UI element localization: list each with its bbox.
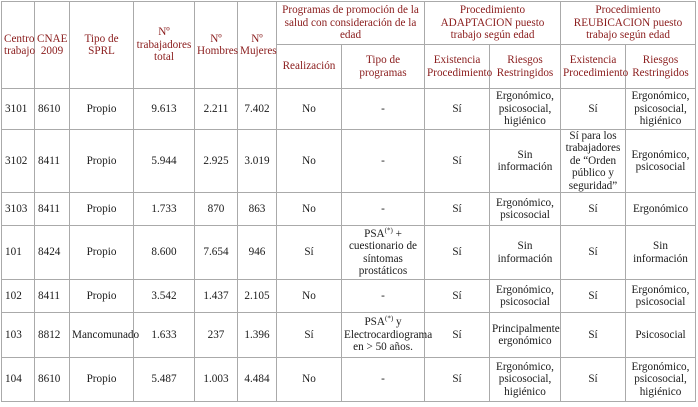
cell-tipo-sprl: Propio <box>70 193 134 226</box>
cell-adaptacion-riesgos: Ergonómico, psicosocial <box>490 193 561 226</box>
header-reubicacion-existencia: Existencia Procedimiento <box>561 45 626 89</box>
cell-mujeres: 946 <box>238 226 277 280</box>
cell-tipo-sprl: Propio <box>70 130 134 193</box>
table-row <box>2 193 696 226</box>
cell-centro: 3103 <box>2 193 35 226</box>
cell-realizacion: No <box>277 89 342 130</box>
cell-reubicacion-riesgos: Ergonómico, psicosocial <box>626 280 696 313</box>
header-reubicacion: Procedimiento REUBICACION puesto trabajo según edad <box>561 2 696 45</box>
cell-trabajadores-total: 5.487 <box>134 358 195 402</box>
header-adaptacion-existencia: Existencia Procedimiento <box>425 45 490 89</box>
cell-adaptacion-riesgos: Ergonómico, psicosocial <box>490 280 561 313</box>
cell-centro: 3102 <box>2 130 35 193</box>
cell-reubicacion-riesgos: Ergonómico, psicosocial <box>626 130 696 193</box>
cell-reubicacion-riesgos: Ergonómico <box>626 193 696 226</box>
cell-adaptacion-existencia: Sí <box>425 226 490 280</box>
tipo-programas-text: - <box>381 289 385 302</box>
cell-hombres: 7.654 <box>195 226 238 280</box>
table-row <box>2 89 696 130</box>
cell-reubicacion-existencia: Sí para los trabajadores de “Orden público y seguridad” <box>561 130 626 193</box>
header-cnae: CNAE 2009 <box>35 2 70 89</box>
cell-cnae: 8411 <box>35 130 70 193</box>
cell-realizacion: No <box>277 130 342 193</box>
cell-reubicacion-riesgos: Psicosocial <box>626 313 696 358</box>
cell-realizacion: Sí <box>277 313 342 358</box>
cell-centro: 3101 <box>2 89 35 130</box>
cell-reubicacion-riesgos: Sin información <box>626 226 696 280</box>
table-row <box>2 130 696 193</box>
cell-reubicacion-riesgos: Ergonómico, psicosocial, higiénico <box>626 358 696 402</box>
cell-tipo-programas <box>342 280 425 313</box>
cell-tipo-programas <box>342 130 425 193</box>
cell-tipo-programas <box>342 313 433 358</box>
header-tipo-programas: Tipo de programas <box>342 45 425 89</box>
cell-realizacion: Sí <box>277 226 342 280</box>
cell-adaptacion-riesgos: Sin información <box>490 130 561 193</box>
cell-reubicacion-riesgos: Ergonómico, psicosocial, higiénico <box>626 89 696 130</box>
header-mujeres: Nº Mujeres <box>238 2 277 89</box>
cell-centro: 103 <box>2 313 35 358</box>
cell-cnae: 8610 <box>35 358 70 402</box>
cell-tipo-programas <box>342 89 425 130</box>
cell-tipo-programas <box>342 358 425 402</box>
cell-centro: 102 <box>2 280 35 313</box>
cell-tipo-sprl: Propio <box>70 280 134 313</box>
header-centro: Centro trabajo <box>2 2 35 89</box>
header-adaptacion: Procedimiento ADAPTACION puesto trabajo según edad <box>425 2 561 45</box>
cell-adaptacion-riesgos: Principalmente ergonómico <box>490 313 561 358</box>
cell-tipo-programas <box>342 226 425 280</box>
cell-adaptacion-existencia: Sí <box>425 313 490 358</box>
cell-tipo-sprl: Propio <box>70 358 134 402</box>
tipo-programas-text: - <box>381 102 385 115</box>
cell-trabajadores-total: 1.733 <box>134 193 195 226</box>
cell-mujeres: 4.484 <box>238 358 277 402</box>
table-row <box>2 313 696 358</box>
tipo-programas-text: - <box>381 202 385 215</box>
data-table <box>1 1 696 402</box>
cell-adaptacion-existencia: Sí <box>425 280 490 313</box>
cell-hombres: 2.925 <box>195 130 238 193</box>
cell-mujeres: 7.402 <box>238 89 277 130</box>
cell-trabajadores-total: 8.600 <box>134 226 195 280</box>
cell-adaptacion-existencia: Sí <box>425 193 490 226</box>
cell-adaptacion-existencia: Sí <box>425 358 490 402</box>
tipo-programas-detail: y Electrocardiograma en > 50 años. <box>344 316 433 354</box>
cell-realizacion: No <box>277 280 342 313</box>
cell-trabajadores-total: 1.633 <box>134 313 195 358</box>
cell-hombres: 1.437 <box>195 280 238 313</box>
cell-centro: 104 <box>2 358 35 402</box>
cell-hombres: 237 <box>195 313 238 358</box>
table-row <box>2 280 696 313</box>
tipo-programas-text: PSA <box>364 227 385 240</box>
cell-reubicacion-existencia: Sí <box>561 358 626 402</box>
cell-cnae: 8610 <box>35 89 70 130</box>
cell-cnae: 8424 <box>35 226 70 280</box>
cell-reubicacion-existencia: Sí <box>561 313 626 358</box>
header-reubicacion-riesgos: Riesgos Restringidos <box>626 45 696 89</box>
table-row <box>2 226 696 280</box>
cell-reubicacion-existencia: Sí <box>561 89 626 130</box>
cell-adaptacion-riesgos: Ergonómico, psicosocial, higiénico <box>490 89 561 130</box>
cell-adaptacion-existencia: Sí <box>425 130 490 193</box>
cell-mujeres: 2.105 <box>238 280 277 313</box>
header-hombres: Nº Hombres <box>195 2 238 89</box>
tipo-programas-text: - <box>381 373 385 386</box>
header-realizacion: Realización <box>277 45 342 89</box>
cell-tipo-sprl: Propio <box>70 89 134 130</box>
cell-hombres: 2.211 <box>195 89 238 130</box>
cell-reubicacion-existencia: Sí <box>561 226 626 280</box>
cell-realizacion: No <box>277 193 342 226</box>
cell-reubicacion-existencia: Sí <box>561 280 626 313</box>
table-row <box>2 358 696 402</box>
cell-tipo-sprl: Propio <box>70 226 134 280</box>
tipo-programas-detail: + cuestionario de síntomas prostáticos <box>348 227 418 277</box>
tipo-programas-footnote-mark: (*) <box>384 314 394 323</box>
cell-mujeres: 863 <box>238 193 277 226</box>
header-adaptacion-riesgos: Riesgos Restringidos <box>490 45 561 89</box>
tipo-programas-footnote-mark: (*) <box>384 225 393 234</box>
cell-adaptacion-existencia: Sí <box>425 89 490 130</box>
cell-cnae: 8812 <box>35 313 70 358</box>
header-programas: Programas de promoción de la salud con consideración de la edad <box>277 2 425 45</box>
table-body <box>2 89 696 402</box>
tipo-programas-text: - <box>381 154 385 167</box>
cell-adaptacion-riesgos: Sin información <box>490 226 561 280</box>
cell-realizacion: No <box>277 358 342 402</box>
cell-hombres: 1.003 <box>195 358 238 402</box>
cell-hombres: 870 <box>195 193 238 226</box>
cell-trabajadores-total: 5.944 <box>134 130 195 193</box>
cell-tipo-sprl: Mancomunado <box>70 313 134 358</box>
cell-trabajadores-total: 3.542 <box>134 280 195 313</box>
cell-tipo-programas <box>342 193 425 226</box>
tipo-programas-text: PSA <box>364 316 385 329</box>
cell-adaptacion-riesgos: Ergonómico, psicosocial, higiénico <box>490 358 561 402</box>
cell-trabajadores-total: 9.613 <box>134 89 195 130</box>
cell-reubicacion-existencia: Sí <box>561 193 626 226</box>
cell-mujeres: 3.019 <box>238 130 277 193</box>
header-tipo-sprl: Tipo de SPRL <box>70 2 134 89</box>
cell-mujeres: 1.396 <box>238 313 277 358</box>
cell-cnae: 8411 <box>35 280 70 313</box>
cell-cnae: 8411 <box>35 193 70 226</box>
cell-centro: 101 <box>2 226 35 280</box>
header-trabajadores-total: Nº trabajadores total <box>134 2 195 89</box>
